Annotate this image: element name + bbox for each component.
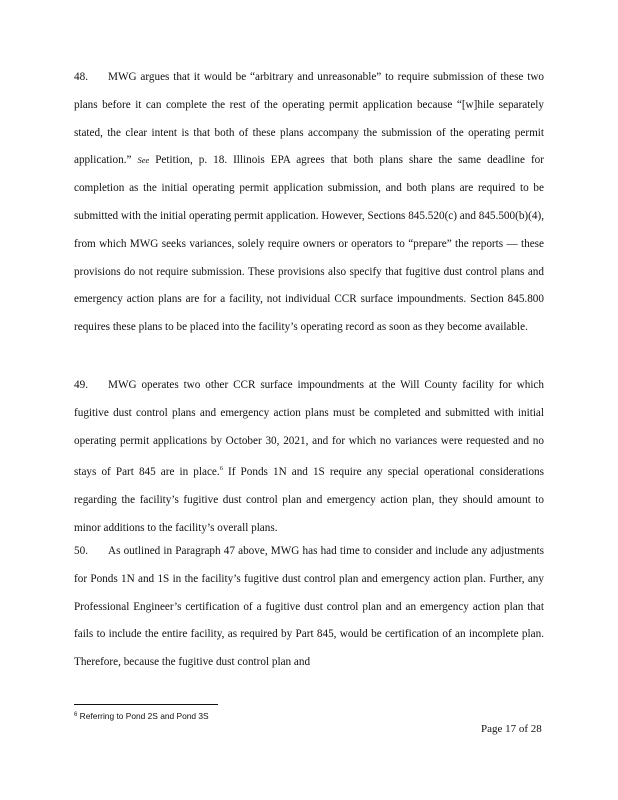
footnote-reference[interactable]: 6 [219,465,223,473]
paragraph-48 [74,64,544,342]
citation-signal: See [137,155,150,166]
footnote-divider [74,704,218,705]
paragraph-text: MWG argues that it would be “arbitrary and unreasonable” to require submission of these two plans before it can complete the rest of the operating permit application because “[w]hile separately stated, the clear intent is that both of these plans accompany the submission of the operating permit application.” [74,71,544,167]
paragraph-49 [74,372,544,543]
paragraph-text-continued: If Ponds 1N and 1S require any special operational considerations regarding the facility’s fugitive dust control plan and emergency action plan, they should amount to minor additions to the facility’s overall plans. [74,466,544,534]
footnote-marker: 6 [74,712,78,718]
paragraph-number: 49. [74,379,88,391]
footnote [74,710,209,722]
paragraph-text-continued: Petition, p. 18. Illinois EPA agrees that both plans share the same deadline for completion as the initial operating permit application submission, and both plans are required to be submitted with the initial operating permit application. However, Sections 845.520(c) and 845.500(b)(4), from which MWG seeks variances, solely require owners or operators to “prepare” the reports — these provisions do not require submission. These provisions also specify that fugitive dust control plans and emergency action plans are for a facility, not individual CCR surface impoundments. Section 845.800 requires these plans to be placed into the facility’s operating record as soon as they become available. [74,154,544,334]
footnote-text: Referring to Pond 2S and Pond 3S [79,711,209,721]
paragraph-50 [74,538,544,677]
paragraph-text: MWG operates two other CCR surface impoundments at the Will County facility for which fugitive dust control plans and emergency action plans must be completed and submitted with initial operating permit applications by October 30, 2021, and for which no variances were requested and no stays of Part 845 are in place. [74,379,544,479]
page-number: Page 17 of 28 [481,723,542,735]
paragraph-number: 48. [74,71,88,83]
paragraph-text: As outlined in Paragraph 47 above, MWG has had time to consider and include any adjustments for Ponds 1N and 1S in the facility’s fugitive dust control plan and emergency action plan. Further, any Professional Engineer’s certification of a fugitive dust control plan and an emergency action plan that fails to include the entire facility, as required by Part 845, would be certification of an incomplete plan. Therefore, because the fugitive dust control plan and [74,545,544,669]
paragraph-number: 50. [74,545,88,557]
